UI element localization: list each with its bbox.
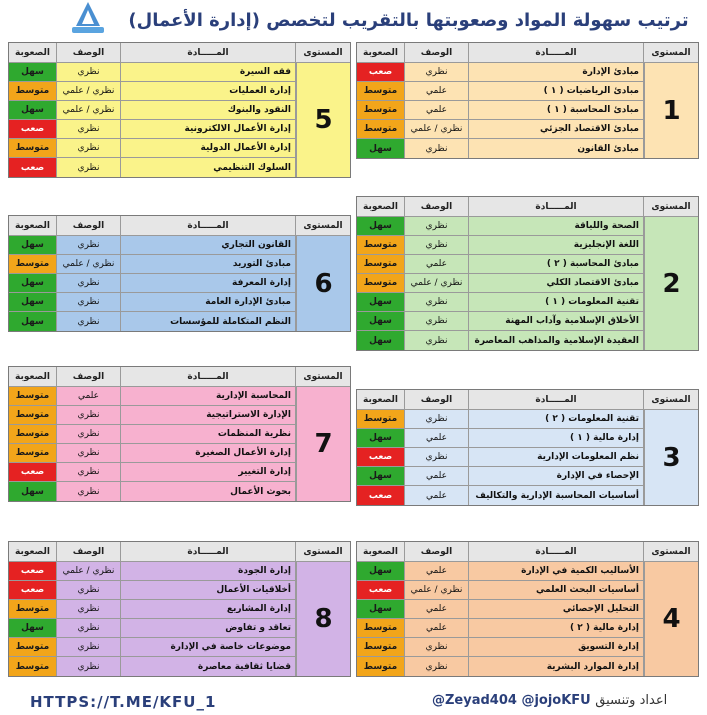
level-number: 6 [296, 236, 350, 331]
difficulty-badge: سهل [9, 274, 57, 292]
description-cell: نظري [57, 482, 121, 501]
difficulty-badge: متوسط [9, 406, 57, 424]
difficulty-badge: صعب [357, 486, 405, 505]
description-cell: نظري [405, 236, 469, 254]
description-cell: نظري [57, 274, 121, 292]
table-row [357, 467, 644, 486]
difficulty-badge: سهل [9, 236, 57, 254]
subject-cell: مبادئ الإدارة [469, 63, 644, 81]
level-table-2 [356, 196, 699, 351]
header-difficulty: الصعوبة [357, 390, 405, 409]
table-row [9, 293, 296, 312]
subject-cell: مبادئ المحاسبة ( ١ ) [469, 101, 644, 119]
description-cell: علمي [405, 562, 469, 580]
header-level: المستوى [303, 546, 343, 557]
description-cell: نظري [57, 63, 121, 81]
table-row [357, 331, 644, 350]
difficulty-badge: سهل [9, 101, 57, 119]
subject-cell: إدارة التغيير [121, 463, 296, 481]
description-cell: نظري [57, 139, 121, 157]
description-cell: نظري [57, 600, 121, 618]
difficulty-badge: متوسط [357, 638, 405, 656]
subject-cell: إدارة مالية ( ١ ) [469, 429, 644, 447]
description-cell: نظري [57, 312, 121, 331]
difficulty-badge: صعب [357, 581, 405, 599]
telegram-link[interactable]: HTTPS://T.ME/KFU_1 [30, 693, 217, 711]
description-cell: نظري [57, 657, 121, 676]
table-row [357, 429, 644, 448]
header-description: الوصف [57, 43, 121, 62]
header-description: الوصف [57, 367, 121, 386]
header-description: الوصف [57, 216, 121, 235]
table-header [357, 197, 698, 217]
level-table-3 [356, 389, 699, 506]
description-cell: نظري [57, 425, 121, 443]
page-title: ترتيب سهولة المواد وصعوبتها بالتقريب لتخصص (إدارة الأعمال) [128, 10, 689, 31]
subject-cell: مبادئ المحاسبة ( ٢ ) [469, 255, 644, 273]
description-cell: نظري [57, 236, 121, 254]
credit-handles[interactable]: @Zeyad404 @jojoKFU [432, 693, 591, 708]
header-difficulty: الصعوبة [9, 216, 57, 235]
header-description: الوصف [405, 43, 469, 62]
level-number: 1 [644, 63, 698, 158]
difficulty-badge: سهل [357, 217, 405, 235]
table-row [9, 255, 296, 274]
level-number: 5 [296, 63, 350, 177]
difficulty-badge: سهل [9, 312, 57, 331]
header-subject: المـــــادة [469, 43, 644, 62]
table-row [357, 600, 644, 619]
description-cell: نظري / علمي [57, 82, 121, 100]
difficulty-badge: سهل [357, 562, 405, 580]
description-cell: نظري / علمي [405, 120, 469, 138]
difficulty-badge: متوسط [357, 120, 405, 138]
table-row [357, 139, 644, 158]
table-row [9, 657, 296, 676]
table-row [357, 101, 644, 120]
subject-cell: الصحة واللياقة [469, 217, 644, 235]
table-row [9, 406, 296, 425]
difficulty-badge: صعب [357, 448, 405, 466]
header-difficulty: الصعوبة [9, 542, 57, 561]
table-row [357, 120, 644, 139]
table-header [9, 367, 350, 387]
header-subject: المـــــادة [469, 542, 644, 561]
difficulty-badge: متوسط [9, 638, 57, 656]
difficulty-badge: متوسط [357, 410, 405, 428]
table-row [9, 638, 296, 657]
difficulty-badge: صعب [9, 562, 57, 580]
table-row [9, 425, 296, 444]
description-cell: علمي [57, 387, 121, 405]
level-table-6 [8, 215, 351, 332]
difficulty-badge: صعب [9, 463, 57, 481]
subject-cell: مبادئ الاقتصاد الكلي [469, 274, 644, 292]
header-level: المستوى [651, 201, 691, 212]
subject-cell: إدارة التسويق [469, 638, 644, 656]
difficulty-badge: سهل [9, 293, 57, 311]
table-row [9, 236, 296, 255]
description-cell: نظري [57, 293, 121, 311]
subject-cell: قضايا ثقافية معاصرة [121, 657, 296, 676]
table-header [9, 216, 350, 236]
description-cell: نظري [57, 581, 121, 599]
header-difficulty: الصعوبة [357, 43, 405, 62]
subject-cell: الإدارة الاستراتيجية [121, 406, 296, 424]
subject-cell: النقود والبنوك [121, 101, 296, 119]
subject-cell: إدارة الجودة [121, 562, 296, 580]
description-cell: نظري [405, 312, 469, 330]
subject-cell: أخلاقيات الأعمال [121, 581, 296, 599]
header-subject: المـــــادة [469, 197, 644, 216]
difficulty-badge: متوسط [9, 600, 57, 618]
description-cell: نظري [57, 463, 121, 481]
subject-cell: أساسيات البحث العلمي [469, 581, 644, 599]
subject-cell: بحوث الأعمال [121, 482, 296, 501]
level-number: 3 [644, 410, 698, 505]
table-row [9, 139, 296, 158]
description-cell: نظري / علمي [57, 101, 121, 119]
difficulty-badge: سهل [357, 429, 405, 447]
table-row [357, 638, 644, 657]
level-table-4 [356, 541, 699, 677]
difficulty-badge: متوسط [9, 387, 57, 405]
subject-cell: النظم المتكاملة للمؤسسات [121, 312, 296, 331]
description-cell: علمي [405, 467, 469, 485]
difficulty-badge: متوسط [9, 444, 57, 462]
difficulty-badge: متوسط [357, 274, 405, 292]
level-number: 7 [296, 387, 350, 501]
header-difficulty: الصعوبة [357, 197, 405, 216]
difficulty-badge: سهل [9, 63, 57, 81]
description-cell: نظري / علمي [405, 581, 469, 599]
description-cell: نظري [405, 293, 469, 311]
description-cell: نظري [405, 217, 469, 235]
description-cell: نظري [405, 63, 469, 81]
subject-cell: العقيدة الإسلامية والمذاهب المعاصرة [469, 331, 644, 350]
table-row [357, 562, 644, 581]
subject-cell: نظرية المنظمات [121, 425, 296, 443]
description-cell: نظري / علمي [57, 255, 121, 273]
difficulty-badge: متوسط [9, 657, 57, 676]
header-level: المستوى [651, 546, 691, 557]
subject-cell: الأخلاق الإسلامية وآداب المهنة [469, 312, 644, 330]
table-row [9, 63, 296, 82]
subject-cell: تقنية المعلومات ( ١ ) [469, 293, 644, 311]
table-row [9, 158, 296, 177]
difficulty-badge: سهل [357, 600, 405, 618]
difficulty-badge: متوسط [357, 619, 405, 637]
subject-cell: القانون التجاري [121, 236, 296, 254]
description-cell: نظري [405, 410, 469, 428]
description-cell: علمي [405, 82, 469, 100]
table-row [357, 581, 644, 600]
table-row [9, 387, 296, 406]
description-cell: نظري [57, 158, 121, 177]
subject-cell: التحليل الإحصائي [469, 600, 644, 618]
level-number: 2 [644, 217, 698, 350]
table-header [357, 542, 698, 562]
header-level: المستوى [651, 394, 691, 405]
table-row [357, 657, 644, 676]
table-header [9, 43, 350, 63]
subject-cell: الإحصاء في الإدارة [469, 467, 644, 485]
description-cell: نظري [405, 331, 469, 350]
subject-cell: اللغة الإنجليزية [469, 236, 644, 254]
description-cell: علمي [405, 429, 469, 447]
table-row [357, 448, 644, 467]
table-row [357, 274, 644, 293]
description-cell: علمي [405, 486, 469, 505]
table-row [9, 101, 296, 120]
difficulty-badge: صعب [9, 581, 57, 599]
subject-cell: الأساليب الكمية في الإدارة [469, 562, 644, 580]
subject-cell: مبادئ الاقتصاد الجزئي [469, 120, 644, 138]
difficulty-badge: سهل [357, 312, 405, 330]
level-table-8 [8, 541, 351, 677]
difficulty-badge: صعب [9, 120, 57, 138]
header-subject: المـــــادة [121, 367, 296, 386]
table-row [9, 619, 296, 638]
subject-cell: إدارة مالية ( ٢ ) [469, 619, 644, 637]
table-row [357, 63, 644, 82]
description-cell: نظري [57, 444, 121, 462]
header-level: المستوى [303, 220, 343, 231]
header-description: الوصف [405, 390, 469, 409]
difficulty-badge: متوسط [9, 82, 57, 100]
subject-cell: إدارة المشاريع [121, 600, 296, 618]
subject-cell: إدارة الأعمال الالكترونية [121, 120, 296, 138]
description-cell: نظري [405, 638, 469, 656]
subject-cell: إدارة الموارد البشرية [469, 657, 644, 676]
difficulty-badge: صعب [9, 158, 57, 177]
difficulty-badge: متوسط [9, 255, 57, 273]
header-level: المستوى [651, 47, 691, 58]
level-number: 8 [296, 562, 350, 676]
header-description: الوصف [57, 542, 121, 561]
description-cell: نظري [57, 406, 121, 424]
header-description: الوصف [405, 197, 469, 216]
difficulty-badge: سهل [357, 139, 405, 158]
table-row [357, 217, 644, 236]
subject-cell: نظم المعلومات الإدارية [469, 448, 644, 466]
level-number: 4 [644, 562, 698, 676]
table-row [357, 293, 644, 312]
table-row [9, 482, 296, 501]
header-difficulty: الصعوبة [357, 542, 405, 561]
subject-cell: مبادئ القانون [469, 139, 644, 158]
header-subject: المـــــادة [121, 43, 296, 62]
difficulty-badge: متوسط [357, 255, 405, 273]
header-subject: المـــــادة [469, 390, 644, 409]
table-row [9, 120, 296, 139]
table-header [357, 43, 698, 63]
difficulty-badge: سهل [9, 619, 57, 637]
subject-cell: إدارة الأعمال الدولية [121, 139, 296, 157]
description-cell: نظري [405, 139, 469, 158]
subject-cell: تقنية المعلومات ( ٢ ) [469, 410, 644, 428]
subject-cell: مبادئ الرياضيات ( ١ ) [469, 82, 644, 100]
table-row [9, 562, 296, 581]
description-cell: علمي [405, 101, 469, 119]
description-cell: نظري / علمي [57, 562, 121, 580]
difficulty-badge: سهل [357, 331, 405, 350]
difficulty-badge: سهل [9, 482, 57, 501]
subject-cell: مبادئ التوريد [121, 255, 296, 273]
description-cell: نظري [57, 619, 121, 637]
difficulty-badge: متوسط [9, 425, 57, 443]
difficulty-badge: سهل [357, 467, 405, 485]
subject-cell: إدارة المعرفة [121, 274, 296, 292]
difficulty-badge: متوسط [9, 139, 57, 157]
difficulty-badge: سهل [357, 293, 405, 311]
table-row [9, 444, 296, 463]
difficulty-badge: متوسط [357, 236, 405, 254]
description-cell: نظري [405, 657, 469, 676]
subject-cell: إدارة العمليات [121, 82, 296, 100]
subject-cell: موضوعات خاصة في الإدارة [121, 638, 296, 656]
header-difficulty: الصعوبة [9, 43, 57, 62]
difficulty-badge: متوسط [357, 657, 405, 676]
description-cell: علمي [405, 255, 469, 273]
header-level: المستوى [303, 47, 343, 58]
description-cell: نظري [405, 448, 469, 466]
table-row [9, 274, 296, 293]
difficulty-badge: متوسط [357, 82, 405, 100]
table-header [9, 542, 350, 562]
table-row [357, 312, 644, 331]
description-cell: علمي [405, 600, 469, 618]
description-cell: نظري / علمي [405, 274, 469, 292]
level-table-7 [8, 366, 351, 502]
subject-cell: فقه السيرة [121, 63, 296, 81]
table-row [357, 255, 644, 274]
table-header [357, 390, 698, 410]
table-row [357, 410, 644, 429]
table-row [357, 486, 644, 505]
description-cell: نظري [57, 638, 121, 656]
level-table-5 [8, 42, 351, 178]
header-level: المستوى [303, 371, 343, 382]
subject-cell: تعاقد و تفاوض [121, 619, 296, 637]
table-row [357, 619, 644, 638]
header-subject: المـــــادة [121, 542, 296, 561]
table-row [357, 82, 644, 101]
description-cell: نظري [57, 120, 121, 138]
header-difficulty: الصعوبة [9, 367, 57, 386]
difficulty-badge: صعب [357, 63, 405, 81]
subject-cell: أساسيات المحاسبة الإدارية والتكاليف [469, 486, 644, 505]
header-description: الوصف [405, 542, 469, 561]
table-row [9, 581, 296, 600]
logo-icon [66, 0, 110, 36]
subject-cell: المحاسبة الإدارية [121, 387, 296, 405]
level-table-1 [356, 42, 699, 159]
description-cell: علمي [405, 619, 469, 637]
table-row [9, 82, 296, 101]
credit-line [432, 693, 667, 708]
table-row [357, 236, 644, 255]
table-row [9, 463, 296, 482]
table-row [9, 312, 296, 331]
difficulty-badge: متوسط [357, 101, 405, 119]
subject-cell: السلوك التنظيمي [121, 158, 296, 177]
table-row [9, 600, 296, 619]
subject-cell: إدارة الأعمال الصغيرة [121, 444, 296, 462]
header-subject: المـــــادة [121, 216, 296, 235]
subject-cell: مبادئ الإدارة العامة [121, 293, 296, 311]
credit-label: اعداد وتنسيق [595, 693, 668, 708]
